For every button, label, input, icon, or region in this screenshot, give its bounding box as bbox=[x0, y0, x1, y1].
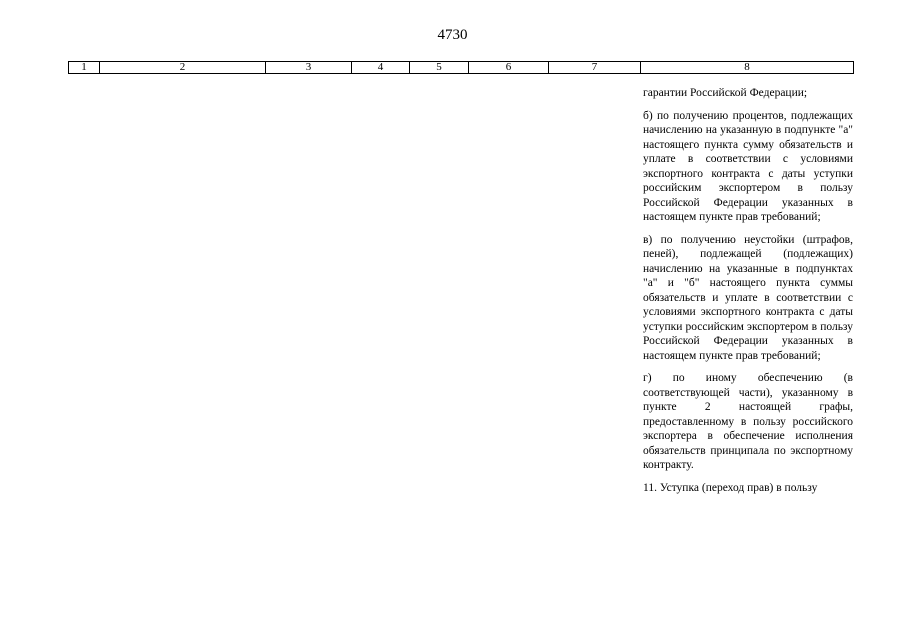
column-number-3: 3 bbox=[266, 62, 352, 73]
column-number-5: 5 bbox=[410, 62, 469, 73]
column-number-6: 6 bbox=[469, 62, 549, 73]
column-number-7: 7 bbox=[549, 62, 641, 73]
paragraph: 11. Уступка (переход прав) в пользу bbox=[643, 481, 818, 494]
paragraph: г) по иному обеспечению (в соответствующей части), указанному в пункте 2 настоящей графы, предоставленному в пользу российского экспортера в обеспечение исполнения обязательств принципала по экспортному контракту. bbox=[643, 372, 853, 471]
page-number: 4730 bbox=[437, 27, 468, 43]
column-number-1: 1 bbox=[69, 62, 100, 73]
column-number-2: 2 bbox=[100, 62, 266, 73]
paragraph: гарантии Российской Федерации; bbox=[643, 87, 808, 99]
paragraph: в) по получению неустойки (штрафов, пеней), подлежащей (подлежащих) начислению на указанные в подпунктах "а" и "б" настоящего пункта суммы обязательств и уплате в соответствии с условиями экспортного контракта с даты уступки российским экспортером в пользу Российской Федерации указанных в настоящем пункте прав требований; bbox=[643, 233, 853, 362]
table-column-header bbox=[68, 61, 854, 74]
column-8-text bbox=[643, 86, 853, 503]
column-number-4: 4 bbox=[352, 62, 410, 73]
paragraph: б) по получению процентов, подлежащих начислению на указанную в подпункте "а" настоящего пункта сумму обязательств и уплате в соответствии с условиями экспортного контракта с даты уступки российским экспортером в пользу Российской Федерации указанных в настоящем пункте прав требований; bbox=[643, 109, 853, 223]
column-number-8: 8 bbox=[744, 61, 750, 73]
